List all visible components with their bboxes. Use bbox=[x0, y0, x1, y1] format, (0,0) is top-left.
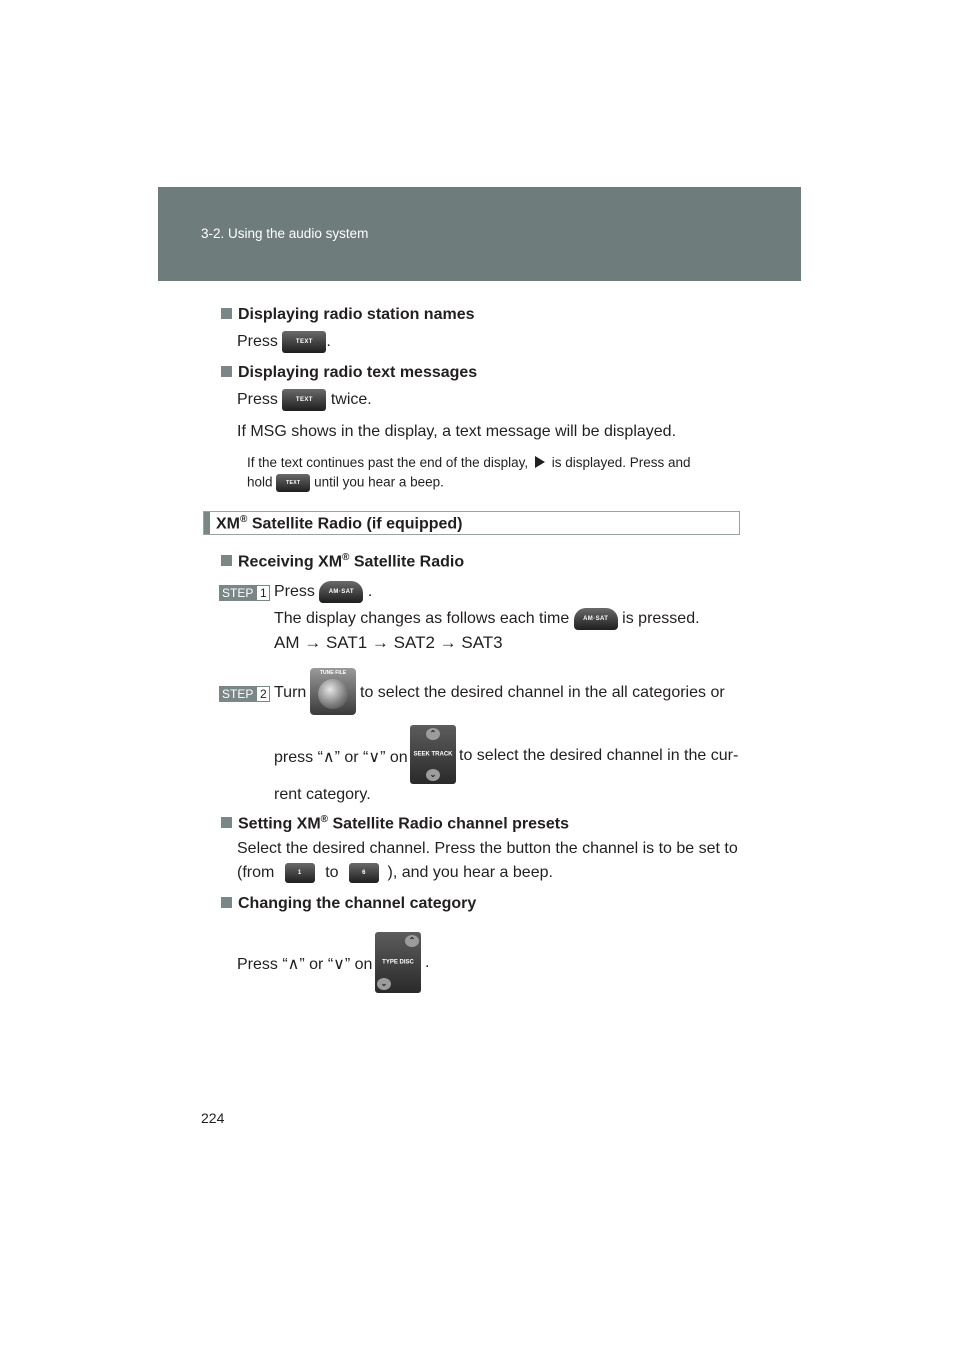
knob-dial bbox=[318, 679, 348, 709]
bullet-square-icon bbox=[221, 897, 232, 908]
up-arrow-icon: ⌃ bbox=[405, 935, 419, 947]
heading-text: Changing the channel category bbox=[238, 895, 477, 912]
up-arrow-icon: ⌃ bbox=[426, 728, 440, 740]
text-button-icon: TEXT bbox=[282, 331, 326, 353]
page-number: 224 bbox=[201, 1110, 225, 1126]
step-1-badge bbox=[219, 585, 270, 601]
section-title bbox=[216, 514, 463, 533]
title-part: Satellite Radio (if equipped) bbox=[247, 515, 463, 533]
am-sat-button-icon: AM·SAT bbox=[574, 608, 618, 630]
am-sat-button-icon: AM·SAT bbox=[319, 581, 363, 603]
changes-text: is pressed. bbox=[622, 610, 700, 628]
step-2-badge bbox=[219, 686, 270, 702]
step-1-changes bbox=[274, 608, 700, 630]
end-text: ), and you hear a beep. bbox=[387, 864, 553, 882]
note-text: If the text continues past the end of the display, bbox=[247, 455, 529, 470]
down-arrow-icon: ⌄ bbox=[426, 769, 440, 781]
section-header bbox=[203, 511, 740, 535]
press-text: Press bbox=[237, 333, 278, 351]
heading-station-names bbox=[221, 306, 475, 324]
msg-line: If MSG shows in the display, a text message will be displayed. bbox=[237, 423, 677, 440]
text-button-icon: TEXT bbox=[282, 389, 326, 411]
heading-receiving bbox=[221, 552, 464, 571]
step-1-press bbox=[274, 581, 372, 603]
punct: . bbox=[367, 583, 373, 601]
rocker-label: TYPE DISC bbox=[382, 959, 414, 965]
rocker-label: SEEK TRACK bbox=[413, 751, 453, 757]
heading-text: Receiving XM bbox=[238, 553, 343, 571]
note-text: is displayed. Press and bbox=[551, 455, 691, 470]
registered-mark: ® bbox=[342, 552, 350, 563]
note-text: hold bbox=[247, 474, 273, 490]
registered-mark: ® bbox=[320, 814, 329, 825]
from-text: (from bbox=[237, 864, 275, 882]
text-messages-instruction bbox=[237, 389, 372, 411]
heading-text: Satellite Radio bbox=[349, 553, 465, 571]
preset-1-button-icon: 1 bbox=[285, 863, 315, 883]
down-arrow-icon: ⌄ bbox=[377, 978, 391, 990]
step-2-select-all: to select the desired channel in the all categories or bbox=[360, 684, 725, 701]
changes-text: The display changes as follows each time bbox=[274, 610, 570, 628]
play-arrow-icon bbox=[535, 456, 545, 468]
to-text: to bbox=[325, 864, 339, 882]
heading-text: Displaying radio text messages bbox=[238, 364, 478, 381]
bullet-square-icon bbox=[221, 366, 232, 377]
bullet-square-icon bbox=[221, 308, 232, 319]
step-2-select-current: to select the desired channel in the cur- bbox=[459, 747, 739, 764]
step-label: STEP bbox=[219, 686, 256, 702]
knob-label: TUNE·FILE bbox=[319, 670, 347, 676]
press-text: Press bbox=[237, 391, 278, 409]
note-line-1 bbox=[247, 455, 691, 470]
category-press: Press “∧” or “∨” on bbox=[237, 956, 373, 973]
bullet-square-icon bbox=[221, 555, 232, 566]
heading-text: Satellite Radio channel presets bbox=[328, 815, 570, 833]
preset-6-button-icon: 6 bbox=[349, 863, 379, 883]
heading-text-messages bbox=[221, 364, 477, 382]
tune-file-knob-icon bbox=[310, 668, 356, 715]
bullet-square-icon bbox=[221, 817, 232, 828]
twice-text: twice. bbox=[330, 391, 372, 409]
presets-line-1: Select the desired channel. Press the button the channel is to be set to bbox=[237, 840, 738, 857]
punct: . bbox=[326, 333, 331, 351]
presets-line-2 bbox=[237, 863, 553, 883]
step-label: STEP bbox=[219, 585, 256, 601]
heading-text: Displaying radio station names bbox=[238, 306, 475, 323]
step-2-turn: Turn bbox=[274, 684, 307, 701]
seek-track-rocker-icon bbox=[410, 725, 456, 784]
note-line-2 bbox=[247, 474, 444, 492]
step-number: 1 bbox=[256, 585, 270, 601]
note-text: until you hear a beep. bbox=[314, 474, 444, 490]
step-1-sequence: AM → SAT1 → SAT2 → SAT3 bbox=[274, 633, 503, 652]
heading-text: Setting XM bbox=[238, 815, 321, 833]
station-names-instruction bbox=[237, 331, 331, 353]
press-text: Press bbox=[274, 583, 315, 601]
title-part: XM bbox=[216, 515, 240, 533]
type-disc-rocker-icon bbox=[375, 932, 421, 993]
heading-category bbox=[221, 895, 476, 913]
section-accent-bar bbox=[204, 512, 210, 534]
registered-mark: ® bbox=[240, 514, 248, 525]
heading-presets bbox=[221, 814, 569, 833]
category-end: . bbox=[425, 954, 430, 971]
step-number: 2 bbox=[256, 686, 270, 702]
section-breadcrumb: 3-2. Using the audio system bbox=[201, 226, 369, 241]
text-button-icon: TEXT bbox=[276, 474, 310, 492]
step-2-rent: rent category. bbox=[274, 786, 371, 803]
step-2-press-updown: press “∧” or “∨” on bbox=[274, 749, 408, 766]
